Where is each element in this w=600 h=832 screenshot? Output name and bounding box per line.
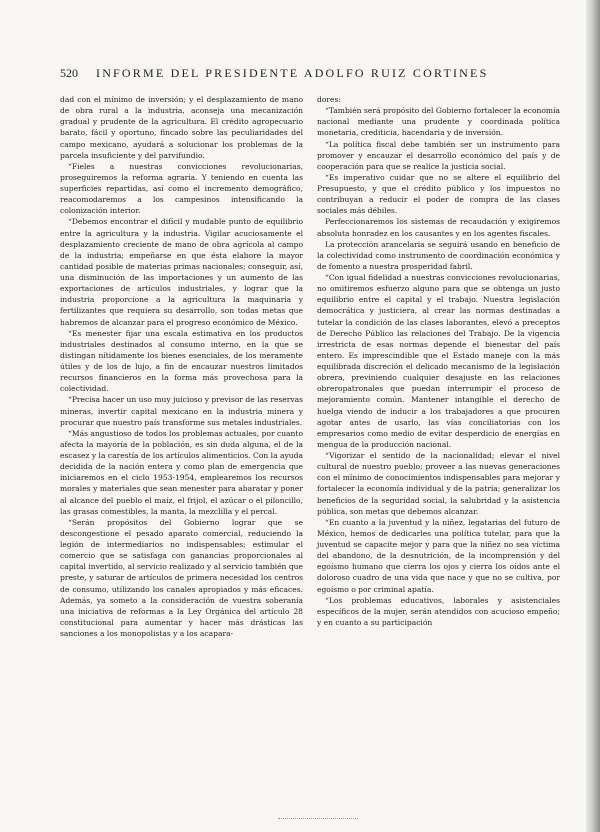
paragraph: “Los problemas educativos, laborales y asistenciales específicos de la mujer, serán atendidos con acucioso empeño; y en cuanto a su participación [317,595,560,627]
paragraph: “Fieles a nuestras convicciones revolucionarias, proseguiremos la reforma agraria. Y teniendo en cuenta las superficies repartidas, así como el incremento demográfico, reacomodaremos a los campesinos intensificando la colonización interior. [60,161,303,216]
paragraph: “También será propósito del Gobierno fortalecer la economía nacional mediante una prudente y coordinada política monetaria, crediticia, hacendaria y de inversión. [317,106,560,138]
paragraph: “Con igual fidelidad a nuestras convicciones revolucionarias, no omitiremos esfuerzo alguno para que se obtenga un justo equilibrio entre el capital y el trabajo. Nuestra legislación democrática y justiciera, al crear las normas destinadas a tutelar la condición de las clases laborantes, elevó a preceptos de Derecho Público las relaciones del Trabajo. De la vigencia irrestricta de esas normas depende el bienestar del país entero. Es imprescindible que el Estado maneje con la más equilibrada discreción el delicado mecanismo de la legislación obrera, previniendo cualquier desajuste en las relaciones obreropatronales que puedan interrumpir el proceso de mejoramiento común. Mantener intangible el derecho de huelga viendo de inducir a los trabajadores a que procuren agotar antes de usarlo, las vías conciliatorias con los empresarios como medio de evitar desperdicio de energías en mengua de la producción nacional. [317,273,560,449]
paragraph: La protección arancelaria se seguirá usando en beneficio de la colectividad como instrumento de coordinación económica y de fomento a nuestra prosperidad fabril. [317,239,560,271]
paragraph: “Precisa hacer un uso muy juicioso y previsor de las reservas mineras, invertir capital mexicano en la industria minera y procurar que nuestro país transforme sus metales industriales. [60,395,303,427]
paragraph: “Es imperativo cuidar que no se altere el equilibrio del Presupuesto, y que el crédito público y los impuestos no contribuyan a reducir el poder de compra de las clases sociales más débiles. [317,172,560,216]
paragraph: “Vigorizar el sentido de la nacionalidad; elevar el nivel cultural de nuestro pueblo; proveer a las nuevas generaciones con el mínimo de conocimientos indispensables para mejorar y fortalecer la economía individual y de la patria; generalizar los beneficios de la seguridad social, la salubridad y la asistencia pública, son metas que debemos alcanzar. [317,451,560,516]
footer-dotted-rule [278,818,358,819]
right-column [317,94,560,628]
left-column [60,94,303,639]
paragraph: dores: [317,95,341,104]
paragraph: “Más angustioso de todos los problemas actuales, por cuanto afecta la mayoría de la población, es sin duda alguna, el de la escasez y la carestía de los artículos alimenticios. Con la ayuda decidida de la nación entera y como plan de emergencia que iniciaremos en el ciclo 1953-1954, emplearemos los recursos morales y materiales que sean menester para abaratar y poner al alcance del pueblo el maíz, el frijol, el azúcar o el piloncillo, las grasas comestibles, la manta, la mezclilla y el percal. [60,428,303,516]
paragraph: “Es menester fijar una escala estimativa en los productos industriales destinados al consumo interno, en la que se distingan nítidamente los bienes esenciales, de los meramente útiles y de los de lujo, a fin de encauzar nuestros limitados recursos financieros en la forma más provechosa para la colectividad. [60,328,303,394]
scan-page-edge [586,0,600,832]
paragraph: “Debemos encontrar el difícil y mudable punto de equilibrio entre la agricultura y la industria. Vigilar acuciosamente el desplazamiento creciente de mano de obra agrícola al campo de la industria; empeñarse en que ésta elabore la mayor cantidad posible de materias primas nacionales; conseguir, así, una disminución de las importaciones y un aumento de las exportaciones de artículos industriales, y lograr que la industria proporcione a la agricultura la maquinaria y fertilizantes que requiera su desarrollo, son todas metas que habremos de alcanzar para el progreso económico de México. [60,217,303,327]
paragraph: “Serán propósitos del Gobierno lograr que se descongestione el pesado aparato comercial, reduciendo la legión de intermediarios no indispensables; estimular el comercio que se satisfaga con ganancias proporcionales al capital invertido, al servicio realizado y al servicio también que preste, y saturar de artículos de primera necesidad los centros de consumo, utilizando los canales apropiados y más eficaces. Además, ya someto a la consideración de vuestra soberanía una iniciativa de reformas a la Ley Orgánica del artículo 28 constitucional para aumentar y hacer más drásticas las sanciones a los monopolistas y a los acapara- [60,517,303,638]
paragraph: Perfeccionaremos los sistemas de recaudación y exigiremos absoluta honradez en los causantes y en los agentes fiscales. [317,217,560,238]
running-title: INFORME DEL PRESIDENTE ADOLFO RUIZ CORTINES [96,66,489,80]
page-number: 520 [60,66,78,80]
paragraph: “En cuanto a la juventud y la niñez, legatarias del futuro de México, hemos de dedicarles una política tutelar, para que la juventud se capacite mejor y para que la niñez no sea víctima del abandono, de la desnutrición, de la incomprensión y del egoísmo humano que cierra los ojos y cierra los oídos ante el doloroso cuadro de una vida que nace y que no se cultiva, por egoísmo o por criminal apatía. [317,517,560,594]
paragraph: “La política fiscal debe también ser un instrumento para promover y encauzar el desarrollo económico del país y de cooperación para que se realice la justicia social. [317,139,560,171]
running-header [60,66,570,81]
paragraph: dad con el mínimo de inversión; y el desplazamiento de mano de obra rural a la industria, aconseja una mecanización gradual y prudente de la agricultura. El crédito agropecuario barato, fácil y oportuno, fincado sobre las peculiaridades del campo mexicano, ayudará a solucionar los problemas de la parcela insuficiente y del parvifundio. [60,95,303,160]
